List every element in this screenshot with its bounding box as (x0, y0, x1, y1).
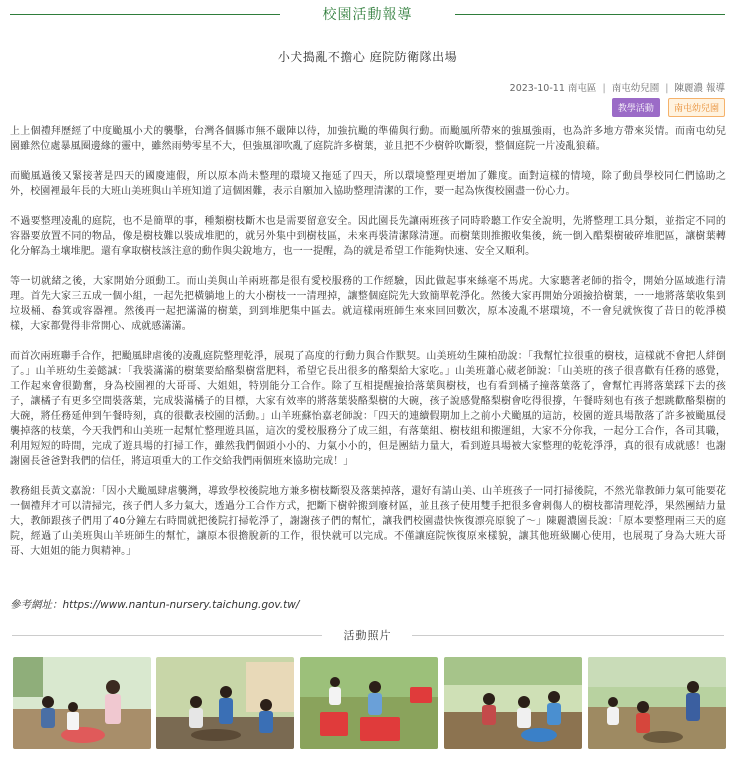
article-school: 南屯幼兒園 (611, 83, 660, 94)
section-header (0, 0, 735, 28)
reference (10, 597, 299, 612)
reference-label: 參考網址： (10, 599, 63, 611)
article-paragraph: 上上個禮拜歷經了中度颱風小犬的襲擊，台灣各個縣市無不嚴陣以待，加強抗颱的準備與行動。而颱風所帶來的強風強雨，也為許多地方帶來災情。而南屯幼兒園雖然位處暴風圈邊緣的靈中，雖然雨勢零星不大，但強風卻吹亂了庭院許多樹葉，並且把不少樹幹吹斷裂，整個庭院一片凌亂狼藉。 (10, 126, 726, 152)
activity-photo-2[interactable] (156, 657, 294, 749)
photo-gallery (13, 657, 725, 749)
photos-heading: 活動照片 (343, 629, 392, 642)
tag-school[interactable]: 南屯幼兒園 (668, 98, 725, 117)
article-title: 小犬搗亂不擔心 庭院防衛隊出場 (277, 50, 458, 64)
article-paragraph: 等一切就緒之後，大家開始分頭動工。而山美與山羊兩班都是很有愛校服務的工作經驗，因此做起事來絲毫不馬虎。大家聽著老師的指令，開始分區域進行清理。首先大家三五成一個小組，一起先把橫躺地上的大小樹枝一一清理掉，讓整個庭院先大致簡單乾淨化。然後大家再開始分頭撿拾樹葉，一一地將落葉收集到垃圾桶、畚箕或容器裡。然後再一起把滿滿的樹葉，到到堆肥集中區去。就這樣兩班師生來來回回數次，原本凌亂不堪環境，不一會兒就恢復了昔日的乾淨模樣，大家都覺得非常開心、成就感滿滿。 (10, 276, 726, 332)
article-date: 2023-10-11 (509, 83, 565, 94)
activity-photo-4[interactable] (444, 657, 582, 749)
activity-photo-1[interactable] (13, 657, 151, 749)
article-paragraph: 而首次兩班聯手合作，把颱風肆虐後的凌亂庭院整理乾淨，展現了高度的行動力與合作默契。山美班幼生陳柏劭說：「我幫忙拉很重的樹枝，這樣就不會把人絆倒了。」山羊班幼生姜懿誠：「我裝滿滿的樹葉要給酪梨樹當肥料，希望它長出很多的酪梨給大家吃。」山美班蕭心葳老師說：「山美班的孩子很喜歡有任務的感覺，工作起來會很勤奮，身為校園裡的大哥哥、大姐姐，特別能分工合作。除了互相提醒撿拾落葉與樹枝，也有看到橘子撞落葉落了，會幫忙再將落葉踩下去的孩子，讓橘子有更多空間裝落葉，完成裝滿橘子的目標，大家有效率的將落葉裝酪梨樹的大碗，孩子說感覺酪梨樹會吃得很撐，午餐時刻也有孩子想跳歡酪梨樹的大碗，將任務延伸到午餐時刻，真的很歡表校園的活動。」山羊班蘇怡嘉老師說：「四天的連續假期加上之前小犬颱風的這訪，校園的遊具場散落了許多被颱風侵襲掉落的枝葉，今天我們和山美班一起幫忙整理遊具區，這次的愛校服務分了成三組，有落葉組、樹枝組和搬運組，大家不分你我，一起分工合作，各司其職，利用短短的時間，完成了遊具場的打掃工作，雖然我們個頭小小的、力氣小小的，但是團結力量大，看到遊具場被大家整理的乾乾淨淨，真的很有成就感！也謝謝園長爸爸對我們的信任，將這項重大的工作交給我們兩個班來協助完成！」 (10, 351, 726, 467)
section-title: 校園活動報導 (322, 7, 413, 23)
photos-divider-right (412, 635, 724, 636)
tag-list (609, 96, 725, 117)
article-district: 南屯區 (567, 83, 597, 94)
photos-header (0, 627, 735, 643)
reference-link[interactable]: https://www.nantun-nursery.taichung.gov.tw/ (62, 599, 300, 611)
meta-separator: | (602, 83, 606, 94)
article-paragraph: 教務組長黃文嘉說：「因小犬颱風肆虐襲灣，導致學校後院地方兼多樹枝斷裂及落葉掉落，還好有請山美、山羊班孩子一同打掃後院，不然光靠教師力氣可能要花一個禮拜才可以清掃完，孩子們人多力氣大，透過分工合作方式，把斷下樹幹搬到廢材區，並且孩子使用雙手把很多會刺傷人的樹枝都清理乾淨，果然團結力量大，教師跟孩子們用了40分鐘左右時間就把後院打掃乾淨了，謝謝孩子們的幫忙，讓我們校園盡快恢復漂亮原貌了～」陳麗濃園長說：「原本要整理兩三天的庭院，經過了山美班與山羊班師生的幫忙，讓原本很擔脫新的工作，很快就可以完成。不僅讓庭院恢復原來樣貌，讓其他班級關心使用，也展現了身為大班大哥哥、大姐姐的能力與精神。」 (10, 486, 726, 557)
meta-separator: | (665, 83, 669, 94)
article-paragraph: 而颱風過後又緊接著是四天的國慶連假，所以原本尚未整理的環境又拖延了四天，所以環境整理更增加了難度。面對這樣的情境，除了動員學校同仁們協助之外，校園裡最年長的大班山美班與山羊班知道了這個困難，表示自願加入協助整理清潔的工作，要一起為恢復校園盡一份心力。 (10, 171, 726, 197)
tag-teaching-activity[interactable]: 教學活動 (612, 98, 660, 117)
article-meta (510, 80, 725, 94)
article-paragraph: 不過要整理凌亂的庭院，也不是簡單的事，種類樹枝斷木也是需要留意安全。因此園長先讓兩班孩子同時聆聽工作安全說明，先將整理工具分類，並指定不同的容器要放置不同的物品，像是樹枝難以裝成堆肥的，就另外集中到樹枝區，未來再裝清潔隊清運。而樹葉則推搬收集後，統一倒入酷梨樹破碎堆肥區，讓樹葉轉化分解為土壤堆肥。還有拿取樹枝該注意的動作與尖銳地方，也一一提醒，為的就是希望工作能夠快速、安全又順利。 (10, 216, 726, 257)
activity-photo-3[interactable] (300, 657, 438, 749)
article-author: 陳麗濃 報導 (674, 83, 725, 94)
header-divider-right (455, 14, 725, 15)
article-body (10, 124, 726, 574)
activity-photo-5[interactable] (588, 657, 726, 749)
